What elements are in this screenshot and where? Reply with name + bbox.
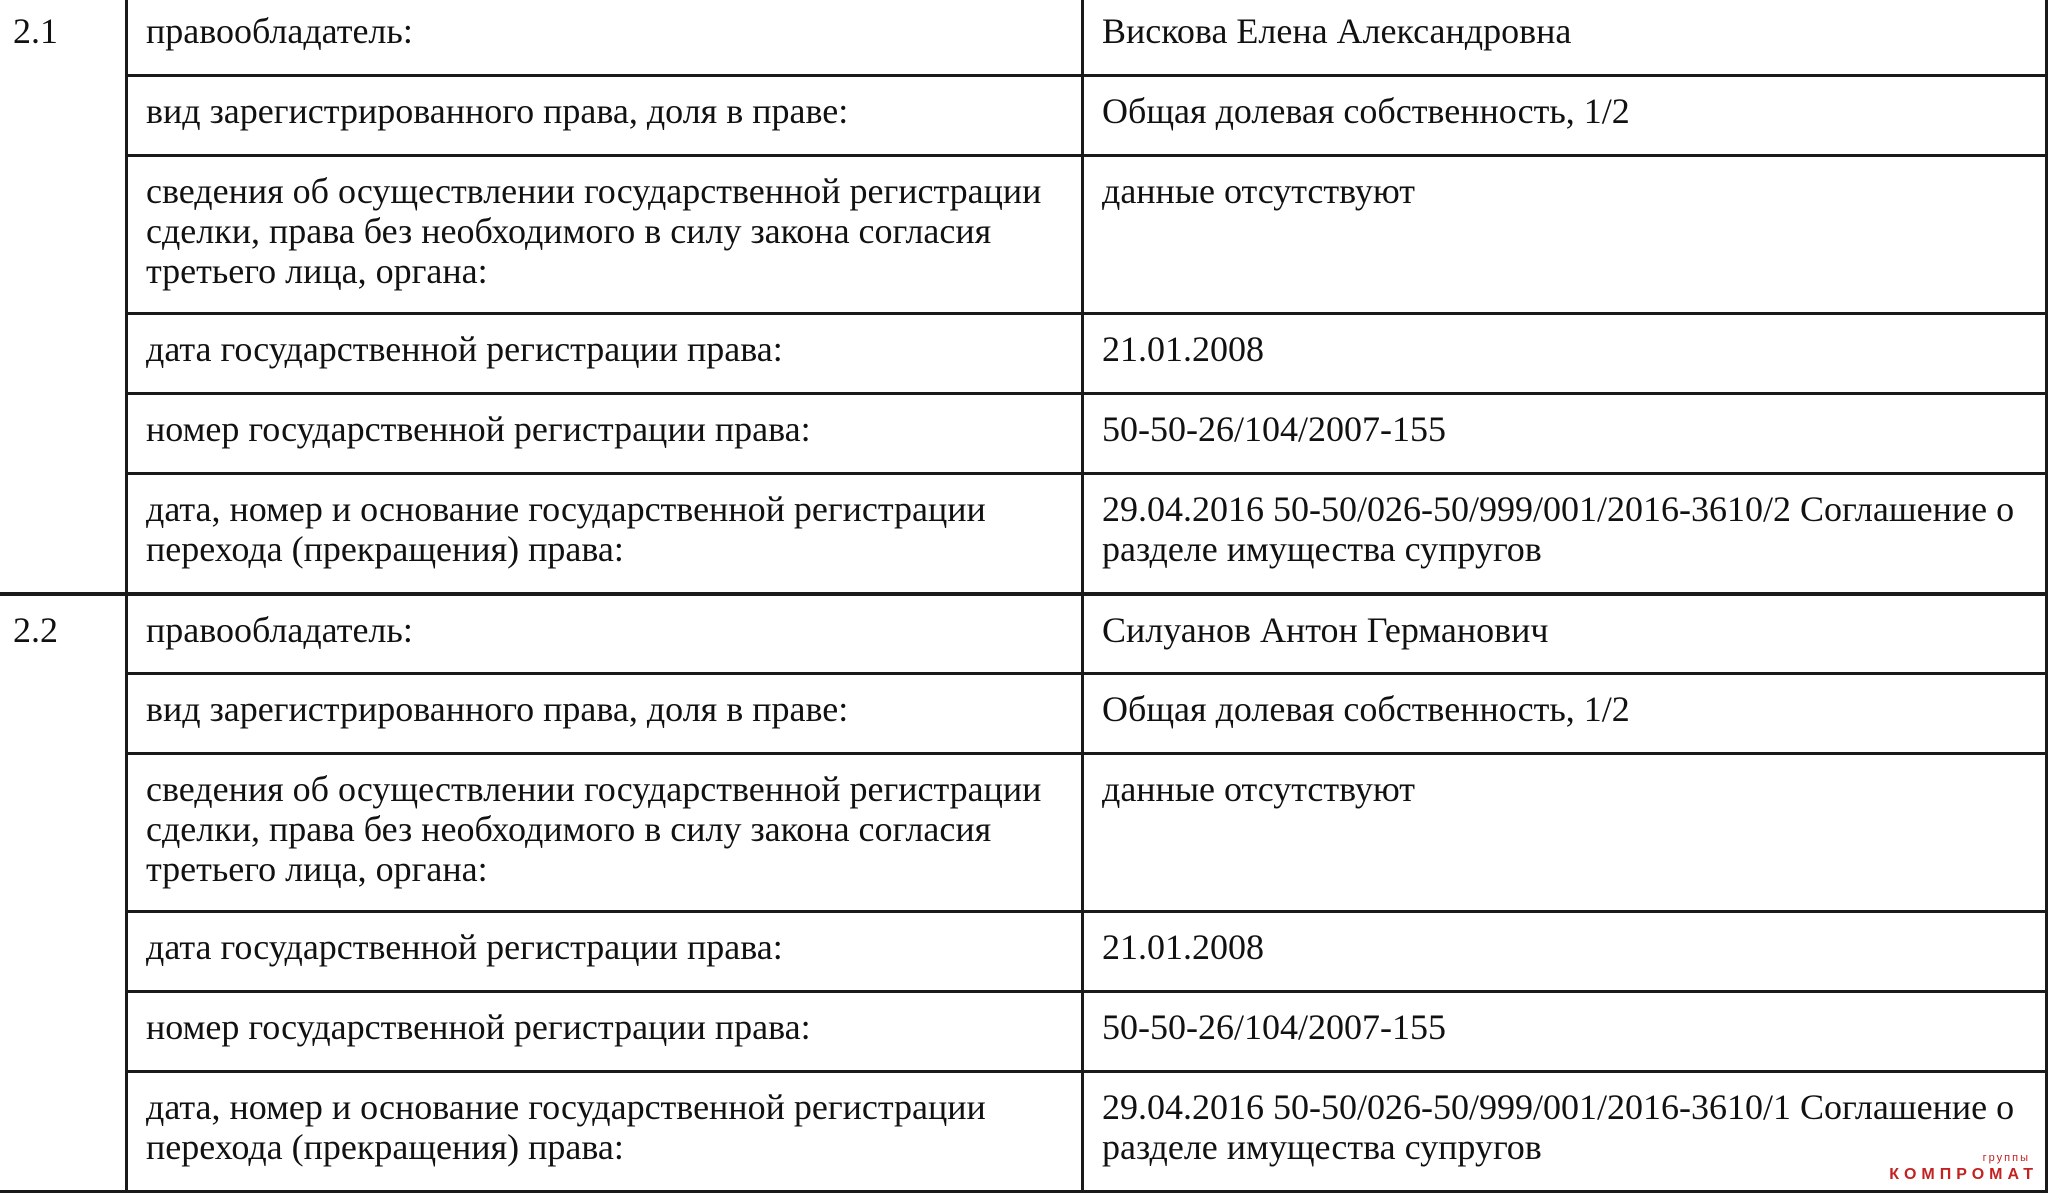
table-row	[0, 754, 2047, 912]
field-label: сведения об осуществлении государственной регистрации сделки, права без необходимого в силу закона согласия третьего лица, органа:	[127, 156, 1083, 314]
table-row	[0, 992, 2047, 1072]
table-row	[0, 314, 2047, 394]
field-value: 21.01.2008	[1083, 912, 2047, 992]
field-label: вид зарегистрированного права, доля в праве:	[127, 76, 1083, 156]
field-label: номер государственной регистрации права:	[127, 992, 1083, 1072]
table-row	[0, 474, 2047, 594]
table-row	[0, 156, 2047, 314]
table-row	[0, 594, 2047, 674]
field-label: дата государственной регистрации права:	[127, 912, 1083, 992]
table-row	[0, 1072, 2047, 1192]
field-value: Общая долевая собственность, 1/2	[1083, 76, 2047, 156]
field-value: Силуанов Антон Германович	[1083, 594, 2047, 674]
watermark-main-text: КОМПРОМАТ	[1889, 1166, 2038, 1183]
field-value: 29.04.2016 50-50/026-50/999/001/2016-3610/2 Соглашение о разделе имущества супругов	[1083, 474, 2047, 594]
field-value: 21.01.2008	[1083, 314, 2047, 394]
table-row	[0, 912, 2047, 992]
field-label: дата, номер и основание государственной регистрации перехода (прекращения) права:	[127, 474, 1083, 594]
field-label: правообладатель:	[127, 0, 1083, 76]
watermark-small-text: группы	[1982, 1152, 2030, 1164]
field-value: Вискова Елена Александровна	[1083, 0, 2047, 76]
table-row	[0, 76, 2047, 156]
table-row	[0, 394, 2047, 474]
table-row	[0, 0, 2047, 76]
field-value: данные отсутствуют	[1083, 156, 2047, 314]
entry-number: 2.2	[0, 594, 127, 1192]
field-value: 50-50-26/104/2007-155	[1083, 394, 2047, 474]
field-value: 50-50-26/104/2007-155	[1083, 992, 2047, 1072]
table-row	[0, 674, 2047, 754]
field-label: правообладатель:	[127, 594, 1083, 674]
field-label: вид зарегистрированного права, доля в праве:	[127, 674, 1083, 754]
field-value: Общая долевая собственность, 1/2	[1083, 674, 2047, 754]
entry-number: 2.1	[0, 0, 127, 594]
watermark-logo	[1878, 1152, 2038, 1184]
field-label: сведения об осуществлении государственной регистрации сделки, права без необходимого в силу закона согласия третьего лица, органа:	[127, 754, 1083, 912]
field-value: 29.04.2016 50-50/026-50/999/001/2016-3610/1 Соглашение о разделе имущества супругов	[1083, 1072, 2047, 1192]
field-value: данные отсутствуют	[1083, 754, 2047, 912]
field-label: дата, номер и основание государственной регистрации перехода (прекращения) права:	[127, 1072, 1083, 1192]
field-label: номер государственной регистрации права:	[127, 394, 1083, 474]
field-label: дата государственной регистрации права:	[127, 314, 1083, 394]
